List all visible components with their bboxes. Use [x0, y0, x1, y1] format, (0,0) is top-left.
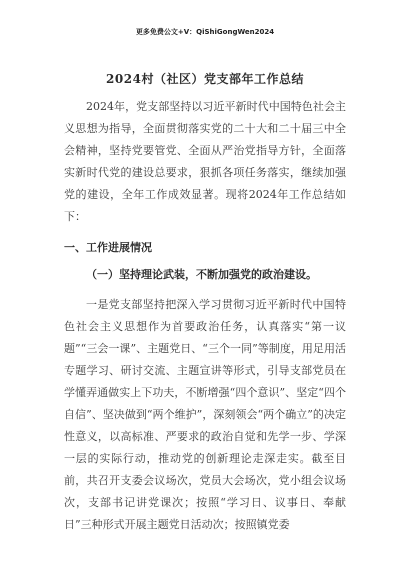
- subsection-paragraph: 一是党支部坚持把深入学习贯彻习近平新时代中国特色社会主义思想作为首要政治任务，认真落实“第一议题”“三会一课”、主题党日、“三个一同”等制度，用足用活专题学习、研讨交流、主题宣讲等形式，引导支部党员在学懂弄通做实上下功夫，不断增强“四个意识”、坚定“四个自信”、坚决做到“两个维护”，深刻领会“两个确立”的决定性意义，以高标准、严要求的政治自觉和先学一步、学深一层的实际行动，推动党的创新理论走深走实。截至目前，共召开支委会议场次，党员大会场次，党小组会议场次，支部书记讲党课次；按照“学习日、议事日、奉献日”三种形式开展主题党日活动次；按照镇党委: [64, 298, 346, 531]
- intro-paragraph: 2024年，党支部坚持以习近平新时代中国特色社会主义思想为指导，全面贯彻落实党的二十大和二十届三中全会精神，坚持党要管党、全面从严治党指导方针，全面落实新时代党的建设总要求，狠抓各项任务落实，继续加强党的建设，全年工作成效显著。现将2024年工作总结如下：: [64, 100, 346, 223]
- section-heading: 一、工作进展情况: [64, 241, 152, 254]
- document-body: [64, 96, 346, 536]
- document-title: 2024村（社区）党支部年工作总结: [106, 72, 304, 86]
- header-note: 更多免费公文+V：QiShiGongWen2024: [135, 28, 275, 36]
- subsection-heading: （一）坚持理论武装，不断加强党的政治建设。: [86, 268, 317, 281]
